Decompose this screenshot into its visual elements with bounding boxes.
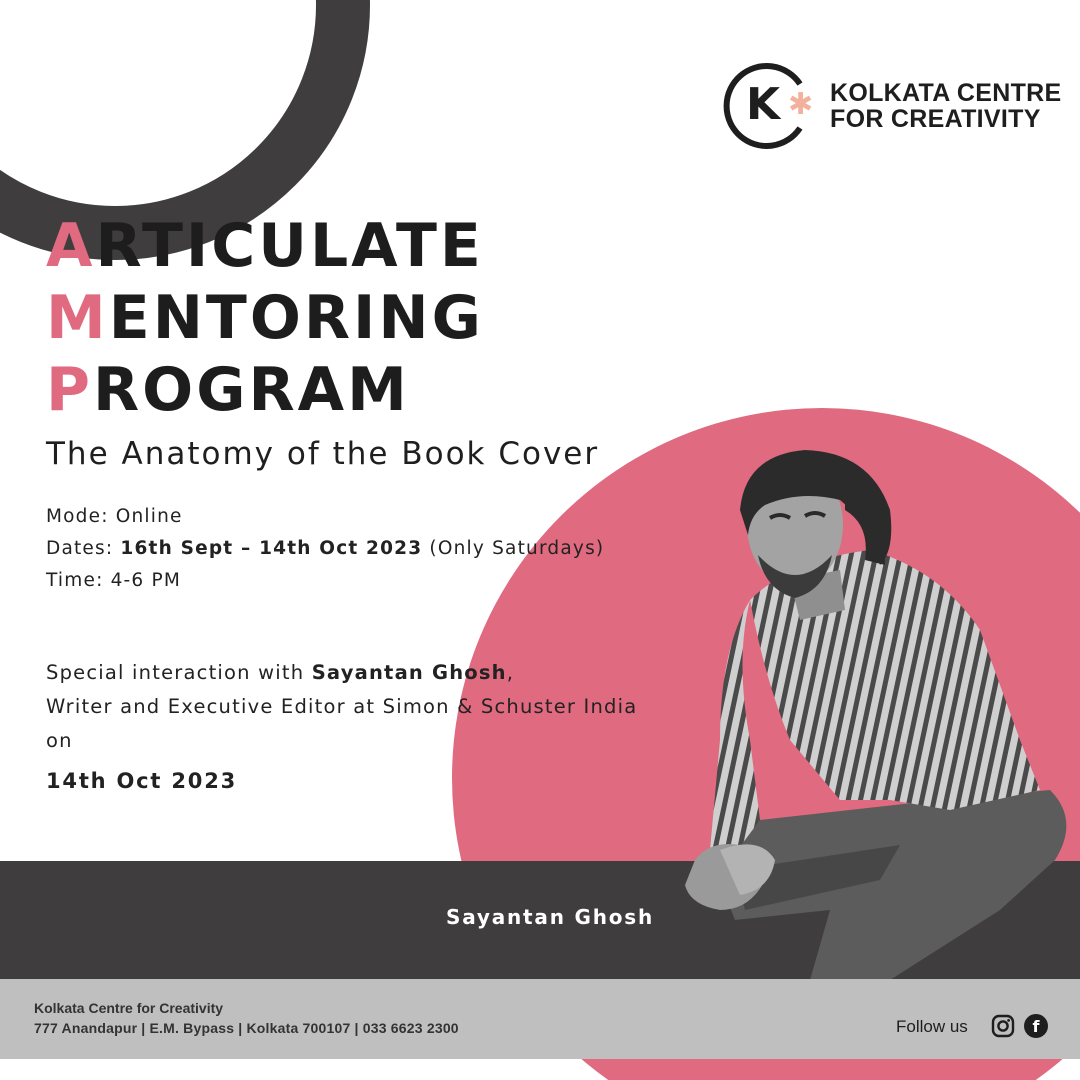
follow-us-label: Follow us: [896, 1017, 968, 1036]
title-initial: M: [46, 283, 109, 353]
footer: [0, 979, 1080, 1059]
title-line-mentoring: [46, 282, 484, 354]
special-interaction: [46, 656, 637, 798]
special-on: on: [46, 729, 73, 752]
program-title: [46, 210, 484, 426]
title-initial: P: [46, 355, 93, 425]
program-subtitle: The Anatomy of the Book Cover: [46, 436, 600, 472]
dates-value: 16th Sept – 14th Oct 2023: [120, 538, 423, 559]
special-date: 14th Oct 2023: [46, 769, 238, 793]
logo-letter: K: [746, 79, 781, 130]
title-line-articulate: [46, 210, 484, 282]
kcc-logo-icon: [722, 62, 814, 150]
title-initial: A: [46, 211, 96, 281]
logo-line-2: FOR CREATIVITY: [830, 105, 1041, 133]
footer-address: 777 Anandapur | E.M. Bypass | Kolkata 700107 | 033 6623 2300: [34, 1020, 459, 1036]
instagram-icon[interactable]: [991, 1014, 1015, 1038]
speaker-portrait: [640, 440, 1080, 980]
title-rest: ENTORING: [108, 283, 484, 353]
asterisk-icon: ✱: [788, 87, 814, 122]
photo-caption: Sayantan Ghosh: [446, 905, 655, 929]
guest-role: Writer and Executive Editor at Simon & Schuster India: [46, 695, 638, 718]
logo-line-1: KOLKATA CENTRE: [830, 79, 1062, 107]
event-details: [46, 501, 604, 597]
mode-line: Mode: Online: [46, 506, 183, 527]
time-line: Time: 4-6 PM: [46, 570, 182, 591]
kcc-logo: [722, 62, 1062, 150]
dates-note: (Only Saturdays): [422, 538, 605, 559]
logo-wordmark: [830, 80, 1062, 132]
dates-line: [46, 533, 604, 565]
facebook-icon[interactable]: f: [1024, 1014, 1048, 1038]
special-comma: ,: [506, 661, 515, 684]
guest-name: Sayantan Ghosh: [311, 661, 507, 684]
special-intro: Special interaction with: [46, 661, 312, 684]
title-line-program: [46, 354, 484, 426]
title-rest: ROGRAM: [92, 355, 410, 425]
footer-org-name: Kolkata Centre for Creativity: [34, 1000, 224, 1016]
dates-label: Dates:: [46, 538, 121, 559]
special-intro-line: [46, 656, 637, 690]
title-rest: RTICULATE: [95, 211, 484, 281]
